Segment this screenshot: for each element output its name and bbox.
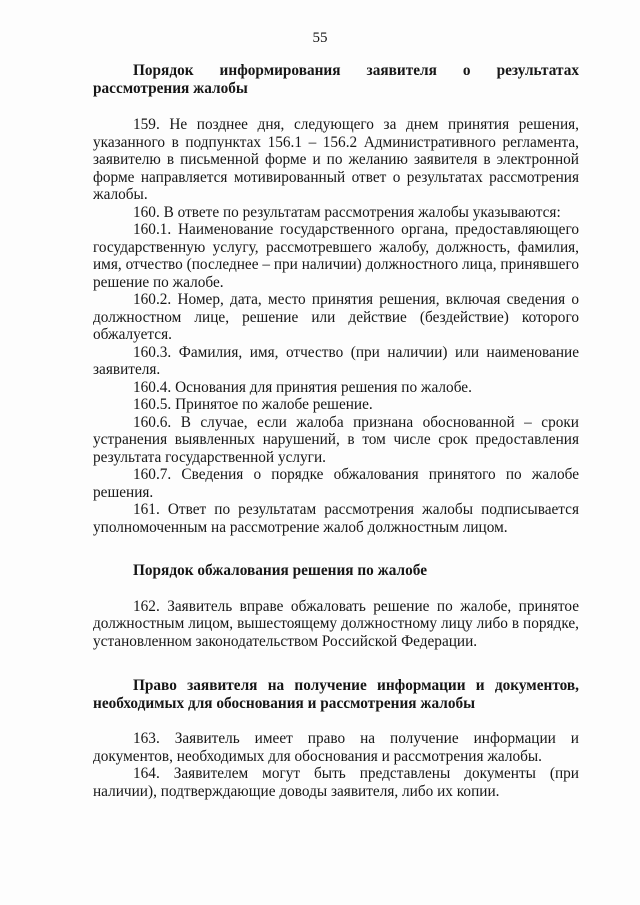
section-heading-right-to-information: Право заявителя на получение информации и документов, необходимых для обоснования и рассмотрения жалобы	[93, 677, 579, 712]
paragraph-161: 161. Ответ по результатам рассмотрения жалобы подписывается уполномоченным на рассмотрение жалоб должностным лицом.	[93, 501, 579, 536]
section-heading-informing: Порядок информирования заявителя о результатах рассмотрения жалобы	[93, 62, 579, 97]
paragraph-160-3: 160.3. Фамилия, имя, отчество (при наличии) или наименование заявителя.	[93, 343, 579, 378]
paragraph-160: 160. В ответе по результатам рассмотрения жалобы указываются:	[133, 203, 561, 221]
page-number: 55	[312, 30, 328, 46]
paragraph-160-1: 160.1. Наименование государственного органа, предоставляющего государственную услугу, рассмотревшего жалобу, должность, фамилия, имя, отчество (последнее – при наличии) должностного лица, принявшего решение по жалобе.	[93, 221, 579, 291]
paragraph-162: 162. Заявитель вправе обжаловать решение по жалобе, принятое должностным лицом, вышестоящему должностному лицу либо в порядке, установленном законодательством Российской Федерации.	[93, 597, 579, 650]
paragraph-163: 163. Заявитель имеет право на получение информации и документов, необходимых для обоснования и рассмотрения жалобы.	[93, 730, 579, 765]
paragraph-164: 164. Заявителем могут быть представлены документы (при наличии), подтверждающие доводы заявителя, либо их копии.	[93, 765, 579, 800]
document-body	[93, 62, 579, 800]
paragraph-160-5: 160.5. Принятое по жалобе решение.	[133, 396, 373, 413]
paragraph-160-2: 160.2. Номер, дата, место принятия решения, включая сведения о должностном лице, решение или действие (бездействие) которого обжалуется.	[93, 291, 579, 343]
paragraph-160-7: 160.7. Сведения о порядке обжалования принятого по жалобе решения.	[93, 466, 579, 501]
paragraph-160-4: 160.4. Основания для принятия решения по жалобе.	[133, 378, 472, 396]
paragraph-160-6: 160.6. В случае, если жалоба признана обоснованной – сроки устранения выявленных нарушений, в том числе срок предоставления результата государственной услуги.	[93, 413, 579, 466]
section-heading-appeal: Порядок обжалования решения по жалобе	[133, 562, 427, 579]
paragraph-159: 159. Не позднее дня, следующего за днем принятия решения, указанного в подпунктах 156.1 – 156.2 Административного регламента, заявителю в письменной форме и по желанию заявителя в электронной форме направляется мотивированный ответ о результатах рассмотрения жалобы.	[93, 116, 579, 203]
